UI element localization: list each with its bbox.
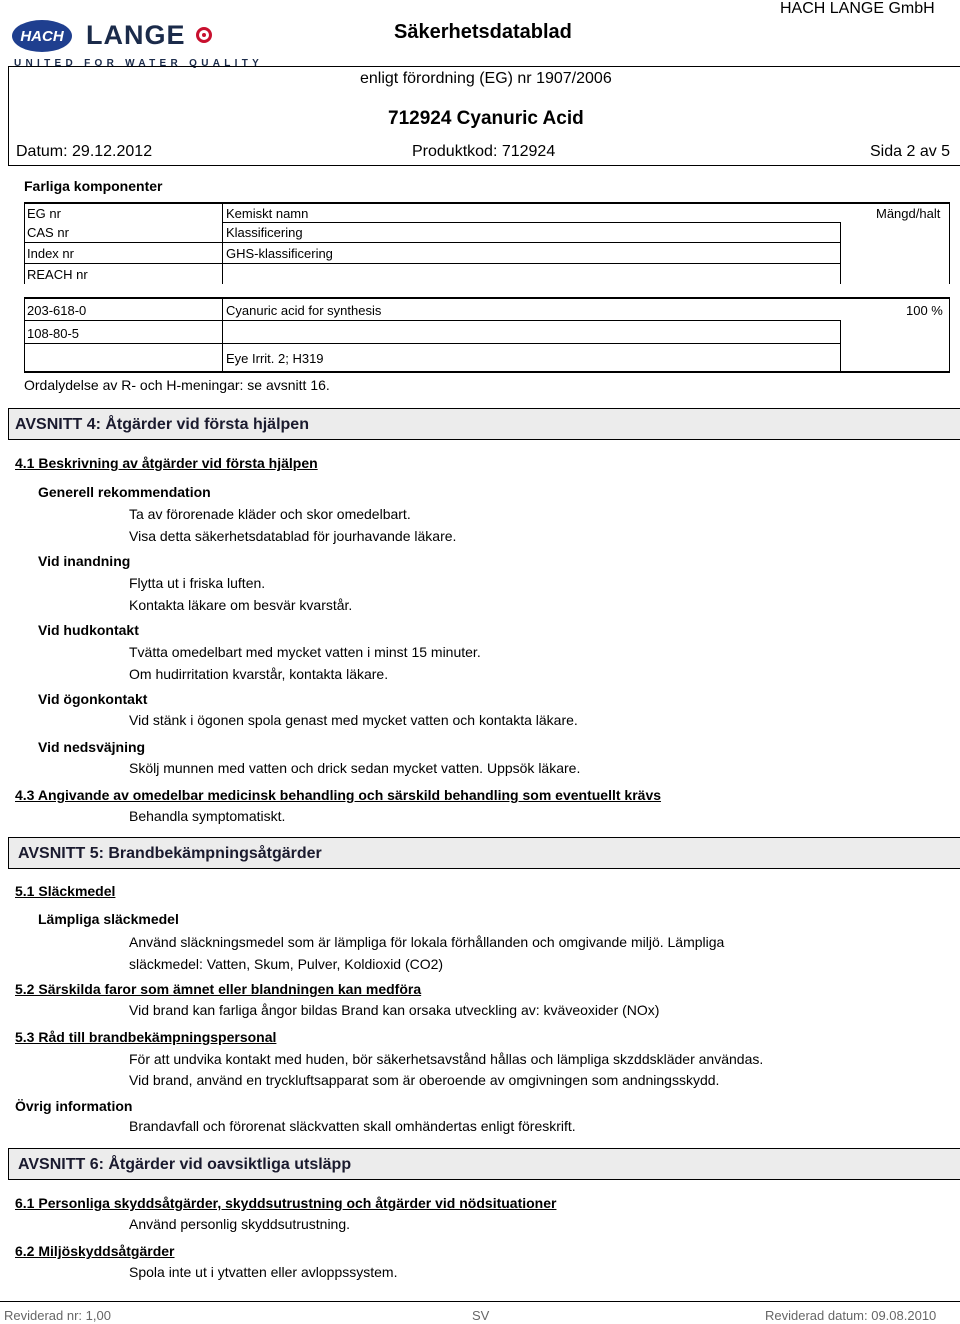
suitable-media-text-2: släckmedel: Vatten, Skum, Pulver, Koldioxid (CO2) — [129, 956, 444, 972]
sub-6-1: 6.1 Personliga skyddsåtgärder, skyddsutrustning och åtgärder vid nödsituationer — [15, 1195, 557, 1211]
sub-6-1-text: Använd personlig skyddsutrustning. — [129, 1216, 351, 1232]
footer-divider — [0, 1301, 960, 1302]
revision-date: Reviderad datum: 09.08.2010 — [765, 1308, 937, 1323]
document-date: Datum: 29.12.2012 — [16, 143, 153, 160]
sub-4-1: 4.1 Beskrivning av åtgärder vid första hjälpen — [15, 455, 318, 471]
inhalation-label: Vid inandning — [38, 553, 131, 569]
section-6-title: AVSNITT 6: Åtgärder vid oavsiktliga utsläpp — [18, 1156, 352, 1173]
head-cas-nr: CAS nr — [27, 225, 69, 240]
inhalation-text-2: Kontakta läkare om besvär kvarstår. — [129, 597, 353, 613]
row-eg-nr: 203-618-0 — [27, 303, 87, 318]
skin-text-2: Om hudirritation kvarstår, kontakta läkare. — [129, 666, 389, 682]
ingestion-label: Vid nedsväjning — [38, 739, 146, 755]
page-number: Sida 2 av 5 — [870, 143, 951, 160]
product-code: Produktkod: 712924 — [412, 143, 556, 160]
head-reach-nr: REACH nr — [27, 267, 88, 282]
sub-4-3-text: Behandla symptomatiskt. — [129, 808, 286, 824]
components-title: Farliga komponenter — [24, 178, 163, 194]
suitable-media-text-1: Använd släckningsmedel som är lämpliga för lokala förhållanden och omgivande miljö. Lämpliga — [129, 934, 725, 950]
other-info-text: Brandavfall och förorenat släckvatten skall omhändertas enligt föreskrift. — [129, 1118, 576, 1134]
r-h-phrases-note: Ordalydelse av R- och H-meningar: se avsnitt 16. — [24, 377, 330, 393]
general-text-2: Visa detta säkerhetsdatablad för jourhavande läkare. — [129, 528, 457, 544]
sub-4-3: 4.3 Angivande av omedelbar medicinsk behandling och särskild behandling som eventuellt krävs — [15, 787, 662, 803]
sub-6-2-text: Spola inte ut i ytvatten eller avloppssystem. — [129, 1264, 398, 1280]
head-eg-nr: EG nr — [27, 206, 61, 221]
other-info-label: Övrig information — [15, 1098, 133, 1114]
document-title: Säkerhetsdatablad — [394, 21, 572, 43]
eye-text-1: Vid stänk i ögonen spola genast med mycket vatten och kontakta läkare. — [129, 712, 578, 728]
revision-number: Reviderad nr: 1,00 — [4, 1308, 111, 1323]
head-ghs-classification: GHS-klassificering — [226, 246, 333, 261]
row-ghs-classification: Eye Irrit. 2; H319 — [226, 351, 324, 366]
sub-5-3-text-1: För att undvika kontakt med huden, bör säkerhetsavstånd hållas och lämpliga skzddskläder användas. — [129, 1051, 764, 1067]
regulation: enligt förordning (EG) nr 1907/2006 — [360, 70, 612, 87]
general-label: Generell rekommendation — [38, 484, 211, 500]
sub-5-3-text-2: Vid brand, använd en tryckluftsapparat som är oberoende av omgivningen som andningsskydd. — [129, 1072, 720, 1088]
sub-5-2-text: Vid brand kan farliga ångor bildas Brand kan orsaka utveckling av: kväveoxider (NOx) — [129, 1002, 660, 1018]
lange-brand: LANGE — [86, 20, 186, 50]
skin-text-1: Tvätta omedelbart med mycket vatten i minst 15 minuter. — [129, 644, 481, 660]
sub-5-2: 5.2 Särskilda faror som ämnet eller blandningen kan medföra — [15, 981, 422, 997]
lange-logo-icon — [196, 27, 212, 43]
suitable-media-label: Lämpliga släckmedel — [38, 911, 179, 927]
language-code: SV — [472, 1308, 490, 1323]
sub-5-3: 5.3 Råd till brandbekämpningspersonal — [15, 1029, 277, 1045]
row-cas-nr: 108-80-5 — [27, 326, 80, 341]
ingestion-text-1: Skölj munnen med vatten och drick sedan mycket vatten. Uppsök läkare. — [129, 760, 581, 776]
hach-logo: HACH — [12, 20, 72, 52]
skin-label: Vid hudkontakt — [38, 622, 139, 638]
section-4-title: AVSNITT 4: Åtgärder vid första hjälpen — [15, 416, 309, 433]
company-name: HACH LANGE GmbH — [780, 0, 935, 17]
head-index-nr: Index nr — [27, 246, 74, 261]
eye-label: Vid ögonkontakt — [38, 691, 148, 707]
sub-6-2: 6.2 Miljöskyddsåtgärder — [15, 1243, 175, 1259]
sub-5-1: 5.1 Släckmedel — [15, 883, 116, 899]
row-amount: 100 % — [906, 303, 943, 318]
inhalation-text-1: Flytta ut i friska luften. — [129, 575, 266, 591]
section-5-title: AVSNITT 5: Brandbekämpningsåtgärder — [18, 845, 322, 862]
head-amount: Mängd/halt — [876, 206, 941, 221]
general-text-1: Ta av förorenade kläder och skor omedelbart. — [129, 506, 411, 522]
brand-tagline: UNITED FOR WATER QUALITY — [14, 58, 264, 69]
row-chemical-name: Cyanuric acid for synthesis — [226, 303, 382, 318]
head-classification: Klassificering — [226, 225, 303, 240]
head-chemical-name: Kemiskt namn — [226, 206, 309, 221]
product-name: 712924 Cyanuric Acid — [388, 108, 584, 129]
